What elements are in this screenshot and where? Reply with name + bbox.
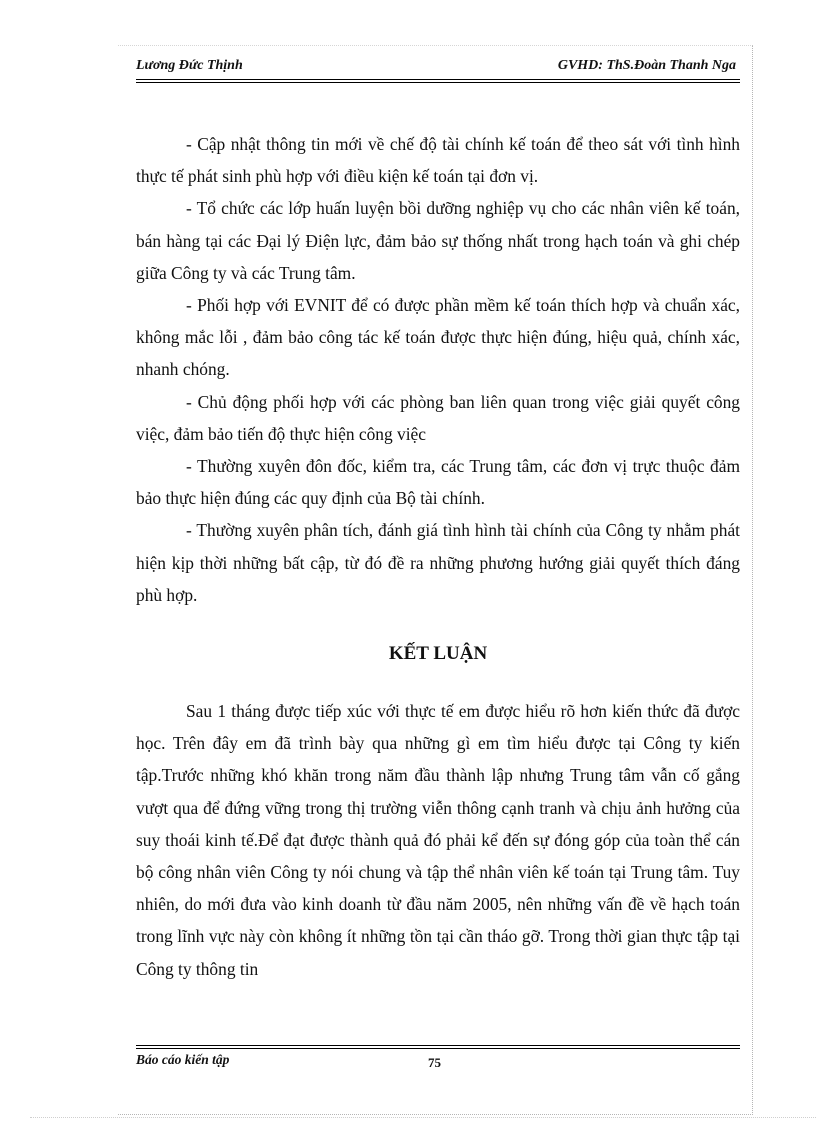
paragraph-update-info: - Cập nhật thông tin mới về chế độ tài chính kế toán để theo sát với tình hình thực tế phát sinh phù hợp với điều kiện kế toán tại đơn vị. xyxy=(136,134,740,187)
paragraph-inspection: - Thường xuyên đôn đốc, kiểm tra, các Trung tâm, các đơn vị trực thuộc đảm bảo thực hiện đúng các quy định của Bộ tài chính. xyxy=(136,456,740,509)
footer-label: Báo cáo kiến tập xyxy=(136,1052,230,1067)
paragraph-evnit: - Phối hợp với EVNIT để có được phần mềm kế toán thích hợp và chuẩn xác, không mắc lỗi , đảm bảo công tác kế toán được thực hiện đúng, hiệu quả, chính xác, nhanh chóng. xyxy=(136,295,740,380)
section-heading: KẾT LUẬN xyxy=(388,643,488,665)
header-rule xyxy=(136,79,740,80)
paragraph-analysis: - Thường xuyên phân tích, đánh giá tình hình tài chính của Công ty nhằm phát hiện kịp thời những bất cập, từ đó đề ra những phương hướng giải quyết thích đáng phù hợp. xyxy=(136,520,740,605)
header-author: Lương Đức Thịnh xyxy=(136,58,243,73)
page-number: 75 xyxy=(428,1055,441,1070)
header-rule-thin xyxy=(136,82,740,83)
header-advisor: GVHD: ThS.Đoàn Thanh Nga xyxy=(557,58,736,73)
paragraph-conclusion: Sau 1 tháng được tiếp xúc với thực tế em được hiểu rõ hơn kiến thức đã được học. Trên đây em đã trình bày qua những gì em tìm hiểu được tại Công ty kiến tập.Trước những khó khăn trong năm đầu thành lập nhưng Trung tâm vẫn cố gắng vượt qua để đứng vững trong thị trường viễn thông cạnh tranh và chịu ảnh hưởng của suy thoái kinh tế.Để đạt được thành quả đó phải kể đến sự đóng góp của toàn thể cán bộ công nhân viên Công ty nói chung và tập thể nhân viên kế toán tại Trung tâm. Tuy nhiên, do mới đưa vào kinh doanh từ đầu năm 2005, nên những vấn đề về hạch toán trong lĩnh vực này còn không ít những tồn tại cần tháo gỡ. Trong thời gian thực tập tại Công ty thông tin xyxy=(136,701,740,979)
page-bottom-dotted-line xyxy=(30,1117,816,1118)
paragraph-training: - Tổ chức các lớp huấn luyện bồi dưỡng nghiệp vụ cho các nhân viên kế toán, bán hàng tại các Đại lý Điện lực, đảm bảo sự thống nhất trong hạch toán và ghi chép giữa Công ty và các Trung tâm. xyxy=(136,198,740,283)
document-body xyxy=(136,128,740,985)
page-header xyxy=(136,58,740,80)
paragraph-coordination: - Chủ động phối hợp với các phòng ban liên quan trong việc giải quyết công việc, đảm bảo tiến độ thực hiện công việc xyxy=(136,391,740,444)
footer-rule xyxy=(136,1045,740,1046)
footer-rule-thin xyxy=(136,1048,740,1049)
